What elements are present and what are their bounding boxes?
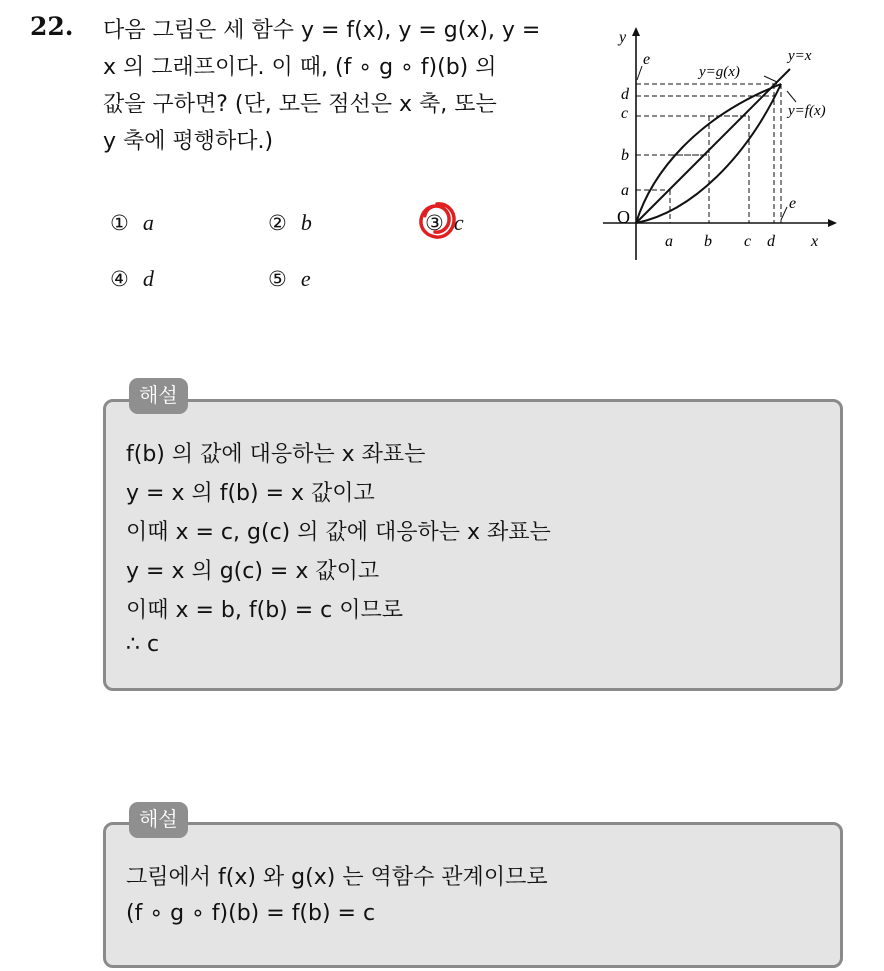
- x-tick-label: c: [744, 233, 752, 250]
- solution-panel: [103, 822, 843, 968]
- function-graph: [597, 22, 859, 262]
- choice-value: d: [142, 266, 154, 291]
- x-axis-arrow: [828, 219, 837, 227]
- f-curve-label: y=f(x): [788, 103, 826, 119]
- question-text: [103, 12, 583, 160]
- y-tick-label: b: [621, 147, 629, 164]
- choice-number: ②: [268, 211, 287, 235]
- solution-line: (f ∘ g ∘ f)(b) = f(b) = c: [126, 901, 376, 926]
- x-tick-label: a: [665, 233, 673, 250]
- g-curve-label: y=g(x): [699, 64, 740, 80]
- answer-circle-mark: [416, 200, 458, 242]
- solution-tag: 해설: [129, 802, 188, 838]
- choice-4[interactable]: [110, 266, 154, 292]
- identity-label: y=x: [788, 48, 812, 64]
- question-line: y 축에 평행하다.): [103, 129, 274, 154]
- y-axis-arrow: [632, 27, 640, 36]
- choice-value: a: [142, 210, 154, 235]
- e-label: e: [643, 51, 651, 68]
- solution-line: y = x 의 f(b) = x 값이고: [126, 481, 375, 506]
- choice-number: ⑤: [268, 267, 287, 291]
- question-line: 값을 구하면? (단, 모든 점선은 x 축, 또는: [103, 92, 497, 117]
- choice-1[interactable]: [110, 210, 154, 236]
- solution-line: 이때 x = c, g(c) 의 값에 대응하는 x 좌표는: [126, 520, 551, 545]
- solution-panel: [103, 399, 843, 691]
- y-axis-label: y: [619, 29, 627, 46]
- y-tick-label: a: [621, 182, 629, 199]
- question-line: x 의 그래프이다. 이 때, (f ∘ g ∘ f)(b) 의: [103, 55, 497, 80]
- choice-value: c: [453, 210, 464, 235]
- choice-number: ③: [425, 211, 444, 235]
- solution-tag: 해설: [129, 378, 188, 414]
- choice-number: ①: [110, 211, 129, 235]
- e-label: e: [789, 195, 797, 212]
- choice-5[interactable]: [268, 266, 311, 292]
- x-axis-label: x: [811, 233, 819, 250]
- choice-value: b: [300, 210, 312, 235]
- x-tick-label: b: [704, 233, 712, 250]
- choice-value: e: [300, 266, 311, 291]
- solution-line: 그림에서 f(x) 와 g(x) 는 역함수 관계이므로: [126, 865, 548, 890]
- choice-2[interactable]: [268, 210, 312, 236]
- question-line: 다음 그림은 세 함수 y = f(x), y = g(x), y =: [103, 18, 541, 43]
- solution-line: f(b) 의 값에 대응하는 x 좌표는: [126, 442, 426, 467]
- identity-line: [636, 69, 790, 223]
- solution-line: ∴ c: [126, 632, 160, 657]
- solution-line: y = x 의 g(c) = x 값이고: [126, 559, 380, 584]
- x-tick-label: d: [767, 233, 775, 250]
- choice-number: ④: [110, 267, 129, 291]
- origin-label: O: [617, 207, 630, 227]
- solution-line: 이때 x = b, f(b) = c 이므로: [126, 598, 404, 623]
- y-tick-label: c: [621, 105, 629, 122]
- question-number: 22.: [30, 12, 74, 41]
- y-tick-label: d: [621, 86, 629, 103]
